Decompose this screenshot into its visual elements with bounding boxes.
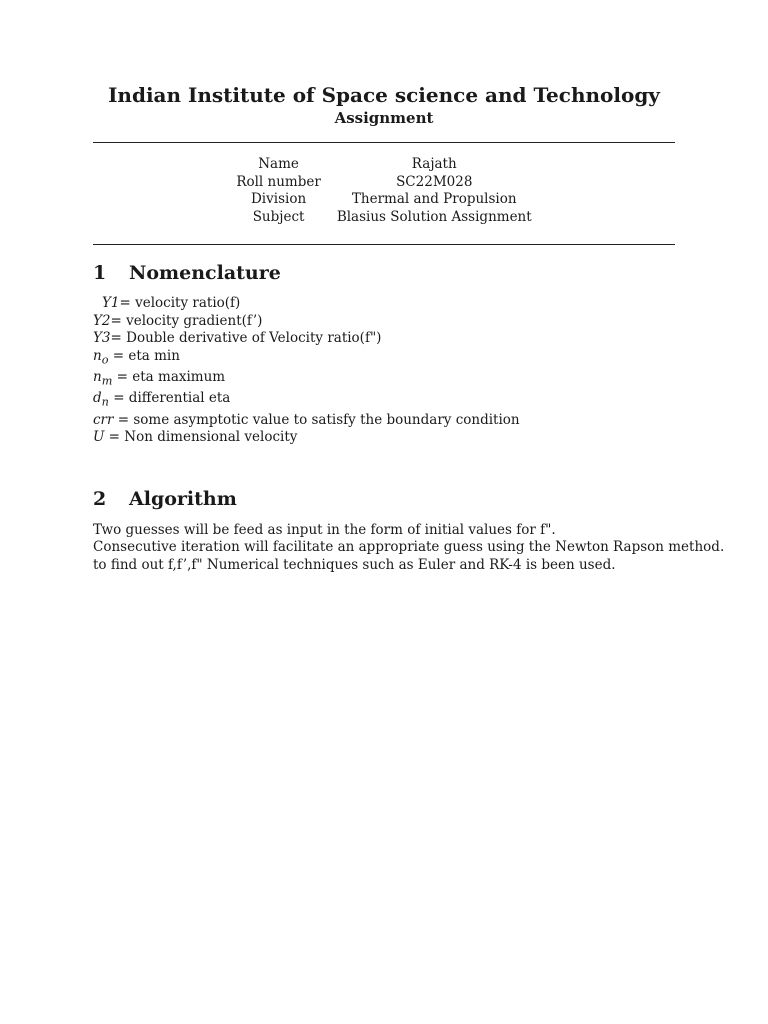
section-title: Nomenclature: [129, 262, 281, 284]
info-row: [228, 174, 539, 192]
nomenclature-item: [93, 390, 675, 411]
nomenclature-symbol: n: [93, 369, 102, 386]
info-table: [228, 156, 539, 226]
top-rule: [93, 142, 675, 143]
nomenclature-text: = Double derivative of Velocity ratio(f"): [110, 330, 382, 347]
nomenclature-subscript: o: [101, 353, 109, 367]
info-row: [228, 209, 539, 227]
nomenclature-text: = Non dimensional velocity: [104, 429, 298, 446]
info-value: Thermal and Propulsion: [351, 191, 517, 207]
nomenclature-subscript: n: [101, 396, 109, 410]
info-value: SC22M028: [396, 173, 473, 190]
section-heading-nomenclature: [93, 261, 675, 285]
nomenclature-symbol: n: [93, 347, 102, 364]
nomenclature-symbol: U: [93, 429, 105, 446]
nomenclature-item: [93, 330, 675, 348]
info-row: [228, 191, 539, 209]
nomenclature-text: = eta maximum: [112, 369, 226, 386]
info-label: Roll number: [236, 173, 321, 190]
section-number: 2: [93, 487, 107, 510]
nomenclature-list: [93, 295, 675, 447]
info-value: Blasius Solution Assignment: [336, 208, 532, 225]
bottom-rule: [93, 244, 675, 245]
nomenclature-symbol: crr: [93, 411, 114, 428]
info-label: Name: [258, 156, 299, 172]
info-label: Subject: [252, 208, 305, 225]
info-row: [228, 156, 539, 174]
info-label: Division: [250, 191, 307, 207]
nomenclature-item: [93, 412, 675, 430]
document-title: Indian Institute of Space science and Technology: [108, 83, 660, 107]
section-heading-algorithm: [93, 487, 675, 511]
info-value: Rajath: [411, 156, 457, 172]
paragraph-line: Consecutive iteration will facilitate an appropriate guess using the Newton Rapson method.: [93, 539, 725, 556]
document-page: [93, 82, 725, 575]
nomenclature-subscript: m: [101, 374, 113, 388]
nomenclature-item: [93, 348, 675, 369]
document-subtitle: Assignment: [334, 109, 434, 127]
nomenclature-text: = velocity gradient(f’): [110, 312, 263, 329]
algorithm-paragraph: [93, 521, 725, 575]
nomenclature-text: = velocity ratio(f): [119, 295, 241, 311]
paragraph-line: to find out f,f’,f" Numerical techniques such as Euler and RK-4 is been used.: [93, 557, 616, 573]
nomenclature-text: = differential eta: [108, 390, 231, 407]
paragraph-line: Two guesses will be feed as input in the form of initial values for f".: [93, 521, 556, 538]
nomenclature-symbol: Y3: [93, 330, 111, 347]
nomenclature-item: [93, 295, 675, 313]
section-number: 1: [93, 262, 107, 284]
nomenclature-symbol: Y2: [93, 312, 111, 329]
nomenclature-text: = eta min: [108, 347, 180, 364]
section-title: Algorithm: [129, 487, 237, 510]
nomenclature-text: = some asymptotic value to satisfy the boundary condition: [113, 411, 520, 428]
nomenclature-item: [93, 429, 675, 447]
nomenclature-item: [93, 369, 675, 390]
nomenclature-symbol: Y1: [102, 295, 120, 311]
nomenclature-item: [93, 313, 675, 331]
nomenclature-symbol: d: [93, 390, 102, 407]
